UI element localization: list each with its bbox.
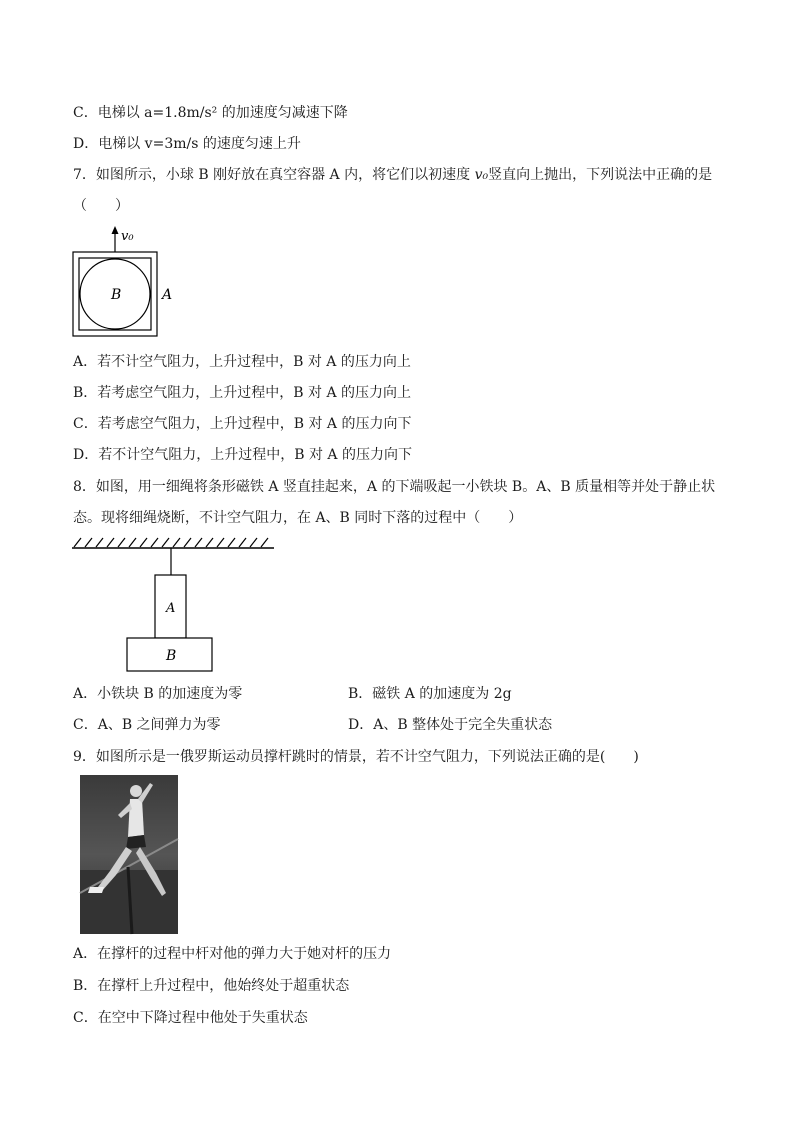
q7-figure	[60, 224, 190, 344]
q6-option-c: C．电梯以 a=1.8m/s² 的加速度匀减速下降	[73, 105, 348, 121]
block-b-label: B	[166, 648, 177, 664]
q7-option-b: B．若考虑空气阻力，上升过程中，B 对 A 的压力向上	[73, 385, 412, 401]
q8-stem-line1: 8．如图，用一细绳将条形磁铁 A 竖直挂起来，A 的下端吸起一小铁块 B。A、B 质量相等并处于静止状	[73, 479, 716, 495]
q7-option-a: A．若不计空气阻力，上升过程中，B 对 A 的压力向上	[73, 354, 411, 370]
container-a-label: A	[162, 287, 173, 303]
q9-option-c: C．在空中下降过程中他处于失重状态	[73, 1010, 308, 1026]
pole-vault-photo	[80, 775, 178, 934]
q8-figure	[68, 534, 280, 674]
q7-stem	[73, 166, 712, 184]
q7-v0-symbol: v₀	[474, 167, 489, 183]
q7-stem-part1: 7．如图所示，小球 B 刚好放在真空容器 A 内，将它们以初速度	[73, 167, 475, 183]
q8-option-b: B．磁铁 A 的加速度为 2g	[348, 686, 512, 702]
pole-vault-photo-drawing	[80, 775, 178, 934]
q8-option-d: D．A、B 整体处于完全失重状态	[348, 717, 553, 733]
ceiling-hatch	[74, 538, 268, 547]
q9-option-b: B．在撑杆上升过程中，他始终处于超重状态	[73, 978, 350, 994]
q6-option-d: D．电梯以 v=3m/s 的速度匀速上升	[73, 136, 301, 152]
q7-option-c: C．若考虑空气阻力，上升过程中，B 对 A 的压力向下	[73, 416, 412, 432]
q7-answer-paren: （ ）	[73, 198, 129, 214]
velocity-label: v₀	[121, 229, 134, 244]
velocity-arrow-head	[112, 226, 119, 234]
q9-option-a: A．在撑杆的过程中杆对他的弹力大于她对杆的压力	[73, 946, 392, 962]
q9-stem: 9．如图所示是一俄罗斯运动员撑杆跳时的情景，若不计空气阻力，下列说法正确的是( )	[73, 749, 639, 765]
q8-stem-line2: 态。现将细绳烧断，不计空气阻力，在 A、B 同时下落的过程中（ ）	[73, 510, 523, 526]
ball-b-label: B	[111, 287, 122, 303]
magnet-a-label: A	[166, 601, 176, 616]
q8-option-c: C．A、B 之间弹力为零	[73, 717, 221, 733]
q7-option-d: D．若不计空气阻力，上升过程中，B 对 A 的压力向下	[73, 447, 412, 463]
q7-stem-part2: 竖直向上抛出，下列说法中正确的是	[488, 167, 713, 183]
q8-option-a: A．小铁块 B 的加速度为零	[73, 686, 243, 702]
